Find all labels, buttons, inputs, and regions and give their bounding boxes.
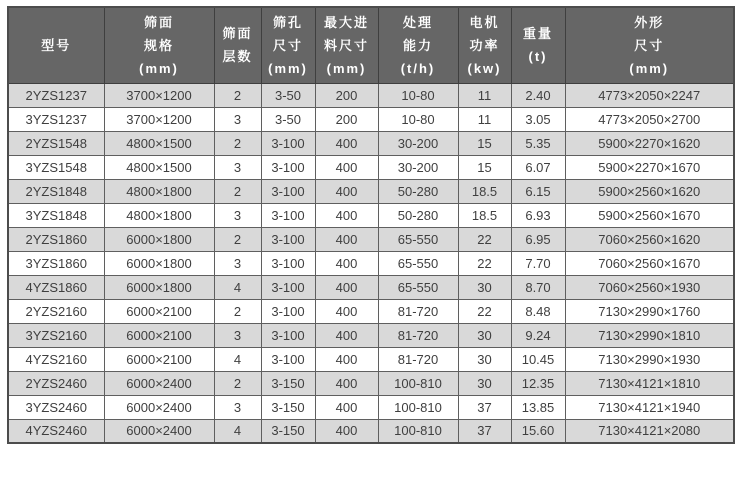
cell-mesh-size: 3-100 (261, 131, 315, 155)
table-row (8, 395, 734, 419)
cell-max-feed-size: 400 (315, 275, 378, 299)
cell-screen-spec: 6000×2400 (104, 371, 214, 395)
cell-weight: 6.07 (511, 155, 565, 179)
table-row (8, 107, 734, 131)
column-header-line: 外形 (634, 14, 665, 30)
cell-weight: 3.05 (511, 107, 565, 131)
column-header-line: 能力 (402, 37, 433, 53)
cell-weight: 6.95 (511, 227, 565, 251)
cell-screen-spec: 6000×2100 (104, 299, 214, 323)
cell-mesh-size: 3-100 (261, 275, 315, 299)
cell-model: 4YZS1860 (8, 275, 104, 299)
cell-max-feed-size: 400 (315, 203, 378, 227)
cell-model: 4YZS2160 (8, 347, 104, 371)
cell-max-feed-size: 400 (315, 395, 378, 419)
column-header-line: 电机 (469, 14, 500, 30)
cell-screen-layers: 2 (214, 299, 261, 323)
cell-screen-layers: 3 (214, 251, 261, 275)
cell-screen-spec: 6000×1800 (104, 227, 214, 251)
cell-screen-layers: 2 (214, 227, 261, 251)
cell-capacity: 81-720 (378, 299, 458, 323)
cell-capacity: 100-810 (378, 419, 458, 443)
cell-screen-spec: 4800×1800 (104, 203, 214, 227)
column-header-line: 尺寸 (634, 37, 665, 53)
cell-overall-dimensions: 7130×4121×1810 (565, 371, 734, 395)
cell-model: 4YZS2460 (8, 419, 104, 443)
column-header-line: (mm) (629, 60, 670, 76)
cell-motor-power: 22 (458, 299, 511, 323)
cell-screen-layers: 3 (214, 155, 261, 179)
cell-weight: 10.45 (511, 347, 565, 371)
cell-max-feed-size: 400 (315, 299, 378, 323)
cell-weight: 5.35 (511, 131, 565, 155)
cell-screen-layers: 2 (214, 371, 261, 395)
cell-capacity: 65-550 (378, 227, 458, 251)
cell-capacity: 81-720 (378, 323, 458, 347)
table-row (8, 371, 734, 395)
column-header-line: (mm) (326, 60, 367, 76)
cell-max-feed-size: 200 (315, 107, 378, 131)
cell-max-feed-size: 400 (315, 155, 378, 179)
table-row (8, 299, 734, 323)
cell-capacity: 50-280 (378, 203, 458, 227)
cell-model: 2YZS1237 (8, 83, 104, 107)
cell-max-feed-size: 200 (315, 83, 378, 107)
cell-overall-dimensions: 4773×2050×2700 (565, 107, 734, 131)
cell-screen-layers: 4 (214, 275, 261, 299)
cell-weight: 7.70 (511, 251, 565, 275)
cell-mesh-size: 3-150 (261, 395, 315, 419)
cell-screen-spec: 3700×1200 (104, 107, 214, 131)
cell-screen-spec: 6000×2400 (104, 419, 214, 443)
column-header-line: 尺寸 (272, 37, 303, 53)
column-header-line: (t) (528, 49, 548, 65)
table-body (8, 83, 734, 443)
cell-mesh-size: 3-100 (261, 323, 315, 347)
column-header-line: (kw) (467, 60, 502, 76)
cell-overall-dimensions: 5900×2560×1620 (565, 179, 734, 203)
column-header-line: (mm) (268, 60, 308, 76)
cell-motor-power: 18.5 (458, 179, 511, 203)
cell-weight: 6.93 (511, 203, 565, 227)
column-header-line: 规格 (143, 37, 174, 53)
cell-capacity: 81-720 (378, 347, 458, 371)
cell-motor-power: 37 (458, 419, 511, 443)
cell-capacity: 65-550 (378, 251, 458, 275)
column-header-line: 料尺寸 (323, 37, 369, 53)
cell-motor-power: 11 (458, 107, 511, 131)
cell-screen-layers: 2 (214, 131, 261, 155)
column-header-screen-spec (104, 7, 214, 83)
cell-motor-power: 22 (458, 251, 511, 275)
table-row (8, 251, 734, 275)
cell-mesh-size: 3-100 (261, 203, 315, 227)
cell-model: 3YZS1848 (8, 203, 104, 227)
column-header-weight (511, 7, 565, 83)
cell-capacity: 100-810 (378, 395, 458, 419)
cell-mesh-size: 3-100 (261, 347, 315, 371)
cell-weight: 12.35 (511, 371, 565, 395)
column-header-mesh-size (261, 7, 315, 83)
cell-motor-power: 15 (458, 131, 511, 155)
cell-screen-spec: 6000×1800 (104, 251, 214, 275)
cell-overall-dimensions: 7130×4121×2080 (565, 419, 734, 443)
cell-model: 2YZS2460 (8, 371, 104, 395)
column-header-max-feed-size (315, 7, 378, 83)
cell-max-feed-size: 400 (315, 419, 378, 443)
cell-motor-power: 37 (458, 395, 511, 419)
table-row (8, 131, 734, 155)
column-header-line: 重量 (522, 26, 553, 42)
cell-max-feed-size: 400 (315, 227, 378, 251)
cell-motor-power: 30 (458, 275, 511, 299)
cell-motor-power: 15 (458, 155, 511, 179)
cell-mesh-size: 3-100 (261, 155, 315, 179)
cell-model: 2YZS1848 (8, 179, 104, 203)
cell-overall-dimensions: 7060×2560×1930 (565, 275, 734, 299)
cell-overall-dimensions: 5900×2560×1670 (565, 203, 734, 227)
cell-screen-spec: 6000×1800 (104, 275, 214, 299)
cell-mesh-size: 3-100 (261, 251, 315, 275)
column-header-line: 型号 (41, 37, 72, 53)
cell-motor-power: 30 (458, 347, 511, 371)
cell-capacity: 10-80 (378, 83, 458, 107)
column-header-line: (t/h) (400, 60, 436, 76)
cell-capacity: 100-810 (378, 371, 458, 395)
cell-screen-layers: 2 (214, 179, 261, 203)
column-header-screen-layers (214, 7, 261, 83)
cell-mesh-size: 3-150 (261, 419, 315, 443)
cell-overall-dimensions: 5900×2270×1670 (565, 155, 734, 179)
cell-max-feed-size: 400 (315, 323, 378, 347)
cell-capacity: 10-80 (378, 107, 458, 131)
column-header-motor-power (458, 7, 511, 83)
column-header-line: 层数 (222, 49, 253, 65)
cell-screen-layers: 2 (214, 83, 261, 107)
cell-max-feed-size: 400 (315, 251, 378, 275)
cell-motor-power: 30 (458, 371, 511, 395)
cell-weight: 2.40 (511, 83, 565, 107)
cell-model: 3YZS1860 (8, 251, 104, 275)
column-header-line: 筛面 (143, 14, 174, 30)
column-header-overall-dimensions (565, 7, 734, 83)
cell-screen-spec: 4800×1500 (104, 155, 214, 179)
cell-overall-dimensions: 7130×2990×1760 (565, 299, 734, 323)
column-header-line: 筛面 (222, 26, 253, 42)
cell-model: 3YZS1548 (8, 155, 104, 179)
cell-overall-dimensions: 7130×4121×1940 (565, 395, 734, 419)
cell-motor-power: 11 (458, 83, 511, 107)
cell-screen-spec: 6000×2100 (104, 323, 214, 347)
cell-overall-dimensions: 7130×2990×1810 (565, 323, 734, 347)
cell-overall-dimensions: 7060×2560×1670 (565, 251, 734, 275)
spec-table (7, 6, 735, 444)
cell-mesh-size: 3-100 (261, 227, 315, 251)
cell-capacity: 30-200 (378, 131, 458, 155)
cell-model: 2YZS2160 (8, 299, 104, 323)
column-header-line: (mm) (139, 60, 179, 76)
cell-model: 3YZS1237 (8, 107, 104, 131)
cell-screen-layers: 4 (214, 419, 261, 443)
cell-motor-power: 22 (458, 227, 511, 251)
cell-capacity: 30-200 (378, 155, 458, 179)
column-header-line: 筛孔 (272, 14, 303, 30)
cell-weight: 9.24 (511, 323, 565, 347)
cell-max-feed-size: 400 (315, 347, 378, 371)
cell-mesh-size: 3-100 (261, 179, 315, 203)
cell-capacity: 65-550 (378, 275, 458, 299)
cell-overall-dimensions: 4773×2050×2247 (565, 83, 734, 107)
table-row (8, 419, 734, 443)
cell-motor-power: 30 (458, 323, 511, 347)
cell-screen-layers: 4 (214, 347, 261, 371)
cell-model: 2YZS1548 (8, 131, 104, 155)
column-header-capacity (378, 7, 458, 83)
cell-overall-dimensions: 7130×2990×1930 (565, 347, 734, 371)
cell-screen-spec: 6000×2400 (104, 395, 214, 419)
cell-weight: 15.60 (511, 419, 565, 443)
table-row (8, 155, 734, 179)
cell-screen-layers: 3 (214, 395, 261, 419)
cell-weight: 6.15 (511, 179, 565, 203)
cell-max-feed-size: 400 (315, 179, 378, 203)
table-header (8, 7, 734, 83)
cell-screen-layers: 3 (214, 107, 261, 131)
cell-weight: 8.70 (511, 275, 565, 299)
cell-model: 3YZS2160 (8, 323, 104, 347)
cell-max-feed-size: 400 (315, 131, 378, 155)
cell-max-feed-size: 400 (315, 371, 378, 395)
cell-model: 3YZS2460 (8, 395, 104, 419)
table-row (8, 347, 734, 371)
cell-screen-spec: 3700×1200 (104, 83, 214, 107)
header-row (8, 7, 734, 83)
cell-mesh-size: 3-50 (261, 107, 315, 131)
cell-weight: 13.85 (511, 395, 565, 419)
column-header-line: 处理 (402, 14, 433, 30)
column-header-line: 功率 (469, 37, 500, 53)
cell-mesh-size: 3-150 (261, 371, 315, 395)
cell-model: 2YZS1860 (8, 227, 104, 251)
cell-motor-power: 18.5 (458, 203, 511, 227)
cell-capacity: 50-280 (378, 179, 458, 203)
cell-mesh-size: 3-100 (261, 299, 315, 323)
table-row (8, 323, 734, 347)
table-row (8, 203, 734, 227)
cell-mesh-size: 3-50 (261, 83, 315, 107)
table-row (8, 179, 734, 203)
cell-screen-spec: 4800×1800 (104, 179, 214, 203)
column-header-line: 最大进 (323, 14, 369, 30)
table-row (8, 275, 734, 299)
cell-overall-dimensions: 7060×2560×1620 (565, 227, 734, 251)
cell-screen-layers: 3 (214, 203, 261, 227)
cell-screen-layers: 3 (214, 323, 261, 347)
cell-screen-spec: 6000×2100 (104, 347, 214, 371)
cell-weight: 8.48 (511, 299, 565, 323)
cell-overall-dimensions: 5900×2270×1620 (565, 131, 734, 155)
table-row (8, 227, 734, 251)
table-row (8, 83, 734, 107)
column-header-model (8, 7, 104, 83)
cell-screen-spec: 4800×1500 (104, 131, 214, 155)
